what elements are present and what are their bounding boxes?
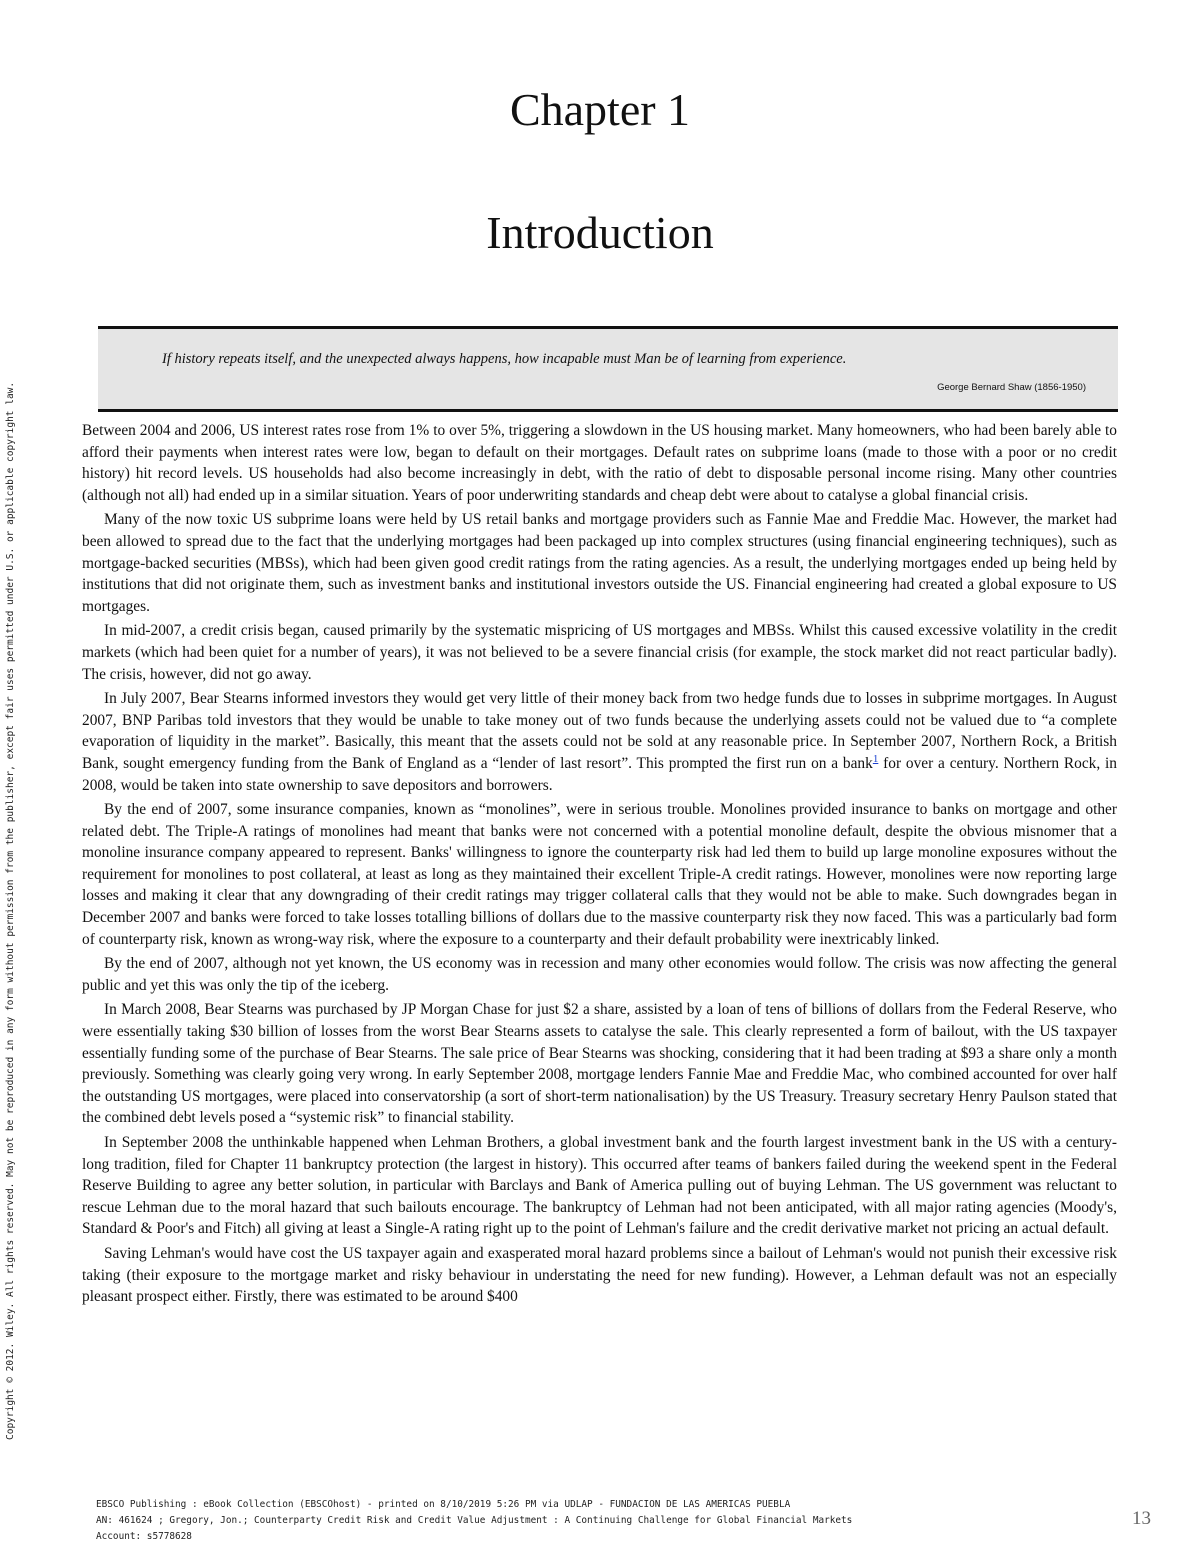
paragraph-4 bbox=[82, 688, 1117, 796]
paragraph-4-text-a: In July 2007, Bear Stearns informed investors they would get very little of their money back from two hedge funds due to losses in subprime mortgages. In August 2007, BNP Paribas told investors that they would be unable to take money out of two funds because the underlying assets could not be valued due to “a complete evaporation of liquidity in the market”. Basically, this meant that the assets could not be sold at any reasonable price. In September 2007, Northern Rock, a British Bank, sought emergency funding from the Bank of England as a “lender of last resort”. This prompted the first run on a bank bbox=[82, 690, 1117, 772]
page-number: 13 bbox=[1132, 1508, 1151, 1529]
paragraph-3: In mid-2007, a credit crisis began, caused primarily by the systematic mispricing of US mortgages and MBSs. Whilst this caused excessive volatility in the credit markets (which had been quiet for a number of years), it was not believed to be a severe financial crisis (for example, the stock market did not react particular badly). The crisis, however, did not go away. bbox=[82, 622, 1117, 683]
paragraph-8: In September 2008 the unthinkable happened when Lehman Brothers, a global investment bank and the fourth largest investment bank in the US with a century-long tradition, filed for Chapter 11 bankruptcy protection (the largest in history). This occurred after teams of bankers failed during the weekend spent in the Federal Reserve Building to agree any better solution, in particular with Barclays and Bank of America pulling out of buying Lehman. The US government was reluctant to rescue Lehman due to the moral hazard that such bailouts encourage. The bankruptcy of Lehman had not been anticipated, with all major rating agencies (Moody's, Standard & Poor's and Fitch) all giving at least a Single-A rating right up to the point of Lehman's failure and the credit derivative market not pricing an actual default. bbox=[82, 1134, 1117, 1238]
ebsco-footer bbox=[96, 1497, 1106, 1545]
paragraph-7: In March 2008, Bear Stearns was purchased by JP Morgan Chase for just $2 a share, assisted by a loan of tens of billions of dollars from the Federal Reserve, who were essentially taking $30 billion of losses from the worst Bear Stearns assets to catalyse the sale. This clearly represented a form of bailout, with the US taxpayer essentially funding some of the purchase of Bear Stearns. The sale price of Bear Stearns was shocking, considering that it had been trading at $93 a share only a month previously. Something was clearly going very wrong. In early September 2008, mortgage lenders Fannie Mae and Freddie Mac, who combined accounted for over half the outstanding US mortgages, were placed into conservatorship (a sort of short-term nationalisation) by the US Treasury. Treasury secretary Henry Paulson stated that the combined debt levels posed a “systemic risk” to financial stability. bbox=[82, 1001, 1117, 1127]
chapter-number: Chapter 1 bbox=[509, 84, 691, 135]
paragraph-1: Between 2004 and 2006, US interest rates rose from 1% to over 5%, triggering a slowdown in the US housing market. Many homeowners, who had been barely able to afford their payments when interest rates were low, began to default on their mortgages. Default rates on subprime loans (made to those with a poor or no credit history) hit record levels. US households had also become increasingly in debt, with the ratio of debt to disposable personal income rising. Many other countries (although not all) had ended up in a similar situation. Years of poor underwriting standards and cheap debt were about to catalyse a global financial crisis. bbox=[82, 422, 1117, 504]
footer-line-3: Account: s5778628 bbox=[96, 1531, 192, 1542]
epigraph-author: George Bernard Shaw (1856-1950) bbox=[937, 382, 1086, 393]
paragraph-2: Many of the now toxic US subprime loans were held by US retail banks and mortgage providers such as Fannie Mae and Freddie Mac. However, the market had been allowed to spread due to the fact that the underlying mortgages had been packaged up into complex structures (using financial engineering techniques), such as mortgage-backed securities (MBSs), which had been given good credit ratings from the rating agencies. As a result, the underlying mortgages ended up being held by institutions that did not originate them, such as investment banks and institutional investors outside the US. Financial engineering had created a global exposure to US mortgages. bbox=[82, 511, 1117, 615]
paragraph-6: By the end of 2007, although not yet known, the US economy was in recession and many other economies would follow. The crisis was now affecting the general public and yet this was only the tip of the iceberg. bbox=[82, 955, 1117, 994]
paragraph-9: Saving Lehman's would have cost the US taxpayer again and exasperated moral hazard problems since a bailout of Lehman's would not punish their excessive risk taking (their exposure to the mortgage market and risky behaviour in understating the need for new funding). However, a Lehman default was not an especially pleasant prospect either. Firstly, there was estimated to be around $400 bbox=[82, 1244, 1117, 1306]
footer-line-2: AN: 461624 ; Gregory, Jon.; Counterparty Credit Risk and Credit Value Adjustment : A Continuing Challenge for Global Financial Markets bbox=[96, 1515, 853, 1526]
footnote-link-1[interactable]: 1 bbox=[872, 752, 879, 765]
paragraph-4-text-b: for over a century. Northern Rock, in 2008, would be taken into state ownership to save depositors and borrowers. bbox=[82, 754, 1117, 794]
footer-line-1: EBSCO Publishing : eBook Collection (EBSCOhost) - printed on 8/10/2019 5:26 PM via UDLAP - FUNDACION DE LAS AMERICAS PUEBLA bbox=[96, 1499, 791, 1510]
epigraph-quote: If history repeats itself, and the unexpected always happens, how incapable must Man be of learning from experience. bbox=[162, 351, 847, 367]
epigraph-box bbox=[98, 326, 1118, 412]
chapter-title: Introduction bbox=[486, 207, 714, 258]
chapter-body bbox=[82, 420, 1117, 1472]
paragraph-5: By the end of 2007, some insurance companies, known as “monolines”, were in serious trouble. Monolines provided insurance to banks on mortgage and other related debt. The Triple-A ratings of monolines had meant that banks were not concerned with a potential monoline default, despite the obvious misnomer that a monoline insurance company appeared to represent. Banks' willingness to ignore the counterparty risk had led them to build up large monoline exposures without the requirement for monolines to post collateral, at least as long as they maintained their excellent Triple-A credit ratings. However, monolines were now reporting large losses and making it clear that any downgrading of their credit ratings may trigger collateral calls that they would not be able to make. Such downgrades began in December 2007 and banks were forced to take losses totalling billions of dollars due to the massive counterparty risk they now faced. This was a particularly bad form of counterparty risk, known as wrong-way risk, where the exposure to a counterparty and their default probability were inextricably linked. bbox=[82, 801, 1117, 948]
side-copyright-notice: Copyright © 2012. Wiley. All rights reserved. May not be reproduced in any form without permission from the publisher, except fair uses permitted under U.S. or applicable copyright law. bbox=[5, 381, 16, 1440]
